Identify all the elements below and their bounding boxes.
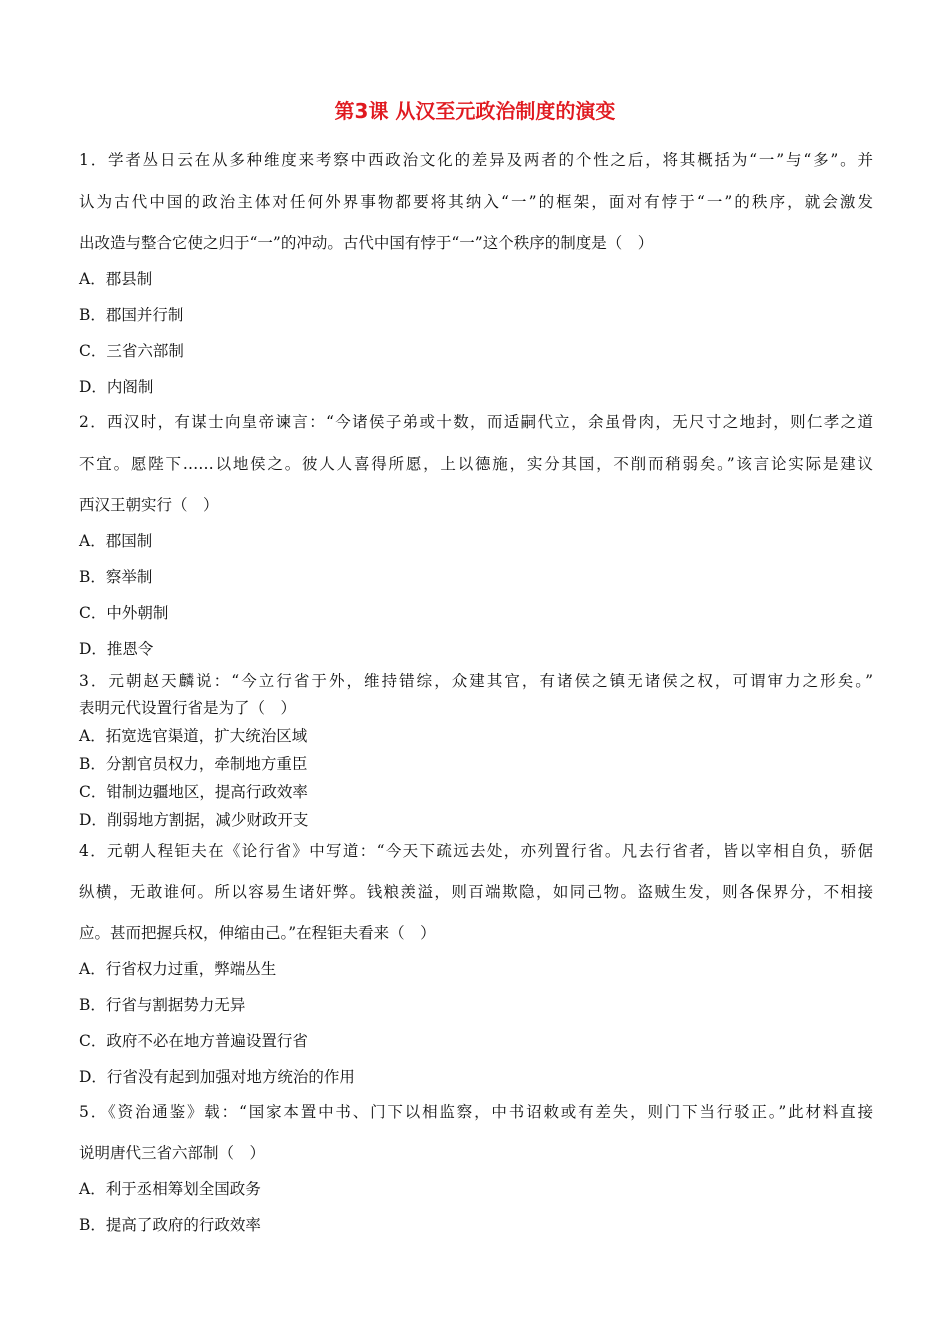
question-1-stem-line-2: 认为古代中国的政治主体对任何外界事物都要将其纳入“一”的框架，面对有悖于“一”的秩序，就会激发 (79, 193, 873, 211)
question-3-stem-line-2: 表明元代设置行省是为了（ ） (79, 699, 297, 717)
question-5-option-a: A．利于丞相筹划全国政务 (79, 1180, 261, 1198)
question-5-stem-line-2: 说明唐代三省六部制（ ） (79, 1144, 266, 1162)
question-3-option-d: D．削弱地方割据，减少财政开支 (79, 811, 309, 829)
question-2-stem-line-1: 2．西汉时，有谋士向皇帝谏言：“今诸侯子弟或十数，而适嗣代立，余虽骨肉，无尺寸之地封，则仁孝之道 (79, 413, 873, 431)
question-1-option-b: B．郡国并行制 (79, 306, 184, 324)
question-4-option-a: A．行省权力过重，弊端丛生 (79, 960, 277, 978)
question-4-stem-line-1: 4．元朝人程钜夫在《论行省》中写道：“今天下疏远去处，亦列置行省。凡去行省者，皆以宰相自负，骄倨 (79, 842, 873, 860)
question-2-option-c: C．中外朝制 (79, 604, 169, 622)
question-1-option-a: A．郡县制 (79, 270, 153, 288)
question-4-option-c: C．政府不必在地方普遍设置行省 (79, 1032, 308, 1050)
question-2-stem-line-3: 西汉王朝实行（ ） (79, 496, 219, 514)
question-1-option-d: D．内阁制 (79, 378, 154, 396)
question-3-option-b: B．分割官员权力，牵制地方重臣 (79, 755, 308, 773)
question-3-option-c: C．钳制边疆地区，提高行政效率 (79, 783, 308, 801)
question-5-stem-line-1: 5．《资治通鉴》载：“国家本置中书、门下以相监察，中书诏敕或有差失，则门下当行驳正。”此材料直接 (79, 1103, 873, 1121)
question-5-option-b: B．提高了政府的行政效率 (79, 1216, 261, 1234)
question-3-stem-line-1: 3．元朝赵天麟说：“今立行省于外，维持错综，众建其官，有诸侯之镇无诸侯之权，可谓审力之形矣。” (79, 672, 873, 690)
question-4-stem-line-3: 应。甚而把握兵权，伸缩由己。”在程钜夫看来（ ） (79, 924, 436, 942)
question-1-stem-line-1: 1．学者丛日云在从多种维度来考察中西政治文化的差异及两者的个性之后，将其概括为“一”与“多”。并 (79, 151, 873, 169)
question-1-option-c: C．三省六部制 (79, 342, 184, 360)
question-1-stem-line-3: 出改造与整合它使之归于“一”的冲动。古代中国有悖于“一”这个秩序的制度是（ ） (79, 234, 654, 252)
question-2-option-a: A．郡国制 (79, 532, 153, 550)
question-4-stem-line-2: 纵横，无敢谁何。所以容易生诸奸弊。钱粮羡溢，则百端欺隐，如同己物。盗贼生发，则各保界分，不相接 (79, 883, 873, 901)
question-2-option-d: D．推恩令 (79, 640, 154, 658)
question-4-option-d: D．行省没有起到加强对地方统治的作用 (79, 1068, 355, 1086)
question-2-stem-line-2: 不宜。愿陛下……以地侯之。彼人人喜得所愿，上以德施，实分其国，不削而稍弱矣。”该言论实际是建议 (79, 455, 873, 473)
question-4-option-b: B．行省与割据势力无异 (79, 996, 246, 1014)
question-2-option-b: B．察举制 (79, 568, 153, 586)
question-3-option-a: A．拓宽选官渠道，扩大统治区域 (79, 727, 308, 745)
page-title: 第3课 从汉至元政治制度的演变 (334, 99, 616, 123)
